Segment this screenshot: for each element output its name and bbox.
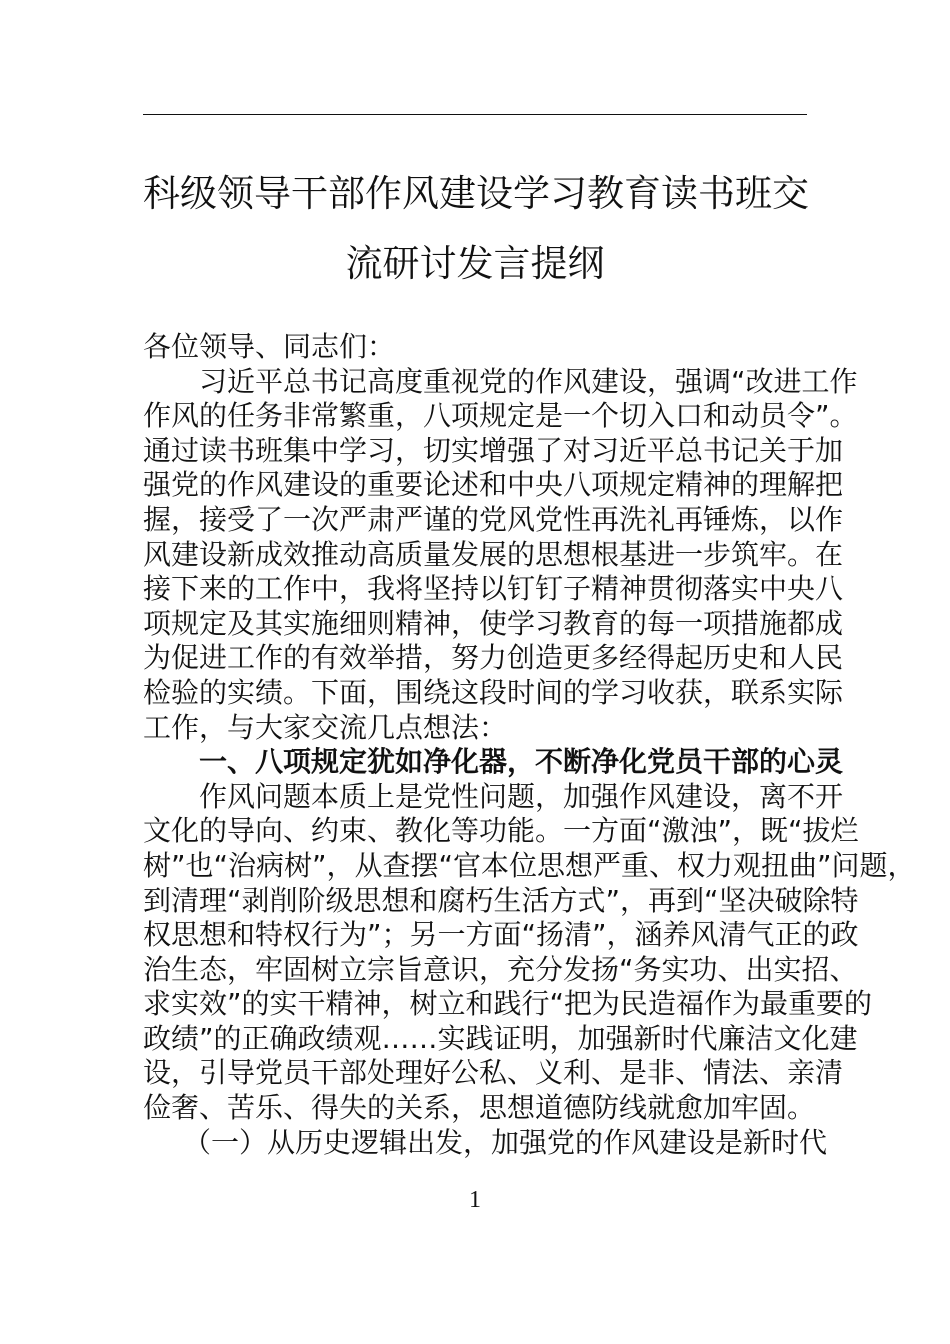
paragraph-line: 通过读书班集中学习，切实增强了对习近平总书记关于加 — [143, 433, 844, 467]
paragraph-line: 作风的任务非常繁重，八项规定是一个切入口和动员令”。 — [143, 399, 858, 433]
paragraph-line: 文化的导向、约束、教化等功能。一方面“激浊”，既“拔烂 — [143, 814, 859, 848]
paragraph-line: 项规定及其实施细则精神，使学习教育的每一项措施都成 — [143, 606, 844, 640]
section-heading: 一、八项规定犹如净化器，不断净化党员干部的心灵 — [199, 745, 844, 779]
paragraph-line: 握，接受了一次严肃严谨的党风党性再洗礼再锤炼，以作 — [143, 502, 844, 536]
paragraph-line: 政绩”的正确政绩观……实践证明，加强新时代廉洁文化建 — [143, 1021, 858, 1055]
paragraph-line: 作风问题本质上是党性问题，加强作风建设，离不开 — [199, 779, 844, 813]
paragraph-line: 治生态，牢固树立宗旨意识，充分发扬“务实功、出实招、 — [143, 952, 858, 986]
paragraph-line: 权思想和特权行为”；另一方面“扬清”，涵养风清气正的政 — [143, 918, 859, 952]
paragraph-line: 为促进工作的有效举措，努力创造更多经得起历史和人民 — [143, 641, 844, 675]
paragraph-line: 树”也“治病树”，从查摆“官本位思想严重、权力观扭曲”问题， — [143, 848, 916, 882]
document-title-line-1: 科级领导干部作风建设学习教育读书班交 — [143, 172, 809, 215]
page-number: 1 — [469, 1187, 481, 1213]
paragraph-line: 设，引导党员干部处理好公私、义利、是非、情法、亲清 — [143, 1056, 844, 1090]
paragraph-line: 强党的作风建设的重要论述和中央八项规定精神的理解把 — [143, 468, 844, 502]
paragraph-line: 工作，与大家交流几点想法： — [143, 710, 508, 744]
paragraph-line: 求实效”的实干精神，树立和践行“把为民造福作为最重要的 — [143, 987, 873, 1021]
document-body — [143, 330, 916, 1160]
paragraph-line: 接下来的工作中，我将坚持以钉钉子精神贯彻落实中央八 — [143, 572, 844, 606]
paragraph-line: 习近平总书记高度重视党的作风建设，强调“改进工作 — [199, 364, 858, 398]
subsection-heading: （一）从历史逻辑出发，加强党的作风建设是新时代 — [183, 1125, 828, 1159]
salutation: 各位领导、同志们： — [143, 330, 396, 363]
paragraph-line: 风建设新成效推动高质量发展的思想根基进一步筑牢。在 — [143, 537, 844, 571]
paragraph-line: 检验的实绩。下面，围绕这段时间的学习收获，联系实际 — [143, 675, 844, 709]
paragraph-line: 俭奢、苦乐、得失的关系，思想道德防线就愈加牢固。 — [143, 1091, 816, 1125]
document-title-line-2: 流研讨发言提纲 — [345, 242, 605, 285]
paragraph-line: 到清理“剥削阶级思想和腐朽生活方式”，再到“坚决破除特 — [143, 883, 859, 917]
header-rule — [143, 114, 807, 115]
